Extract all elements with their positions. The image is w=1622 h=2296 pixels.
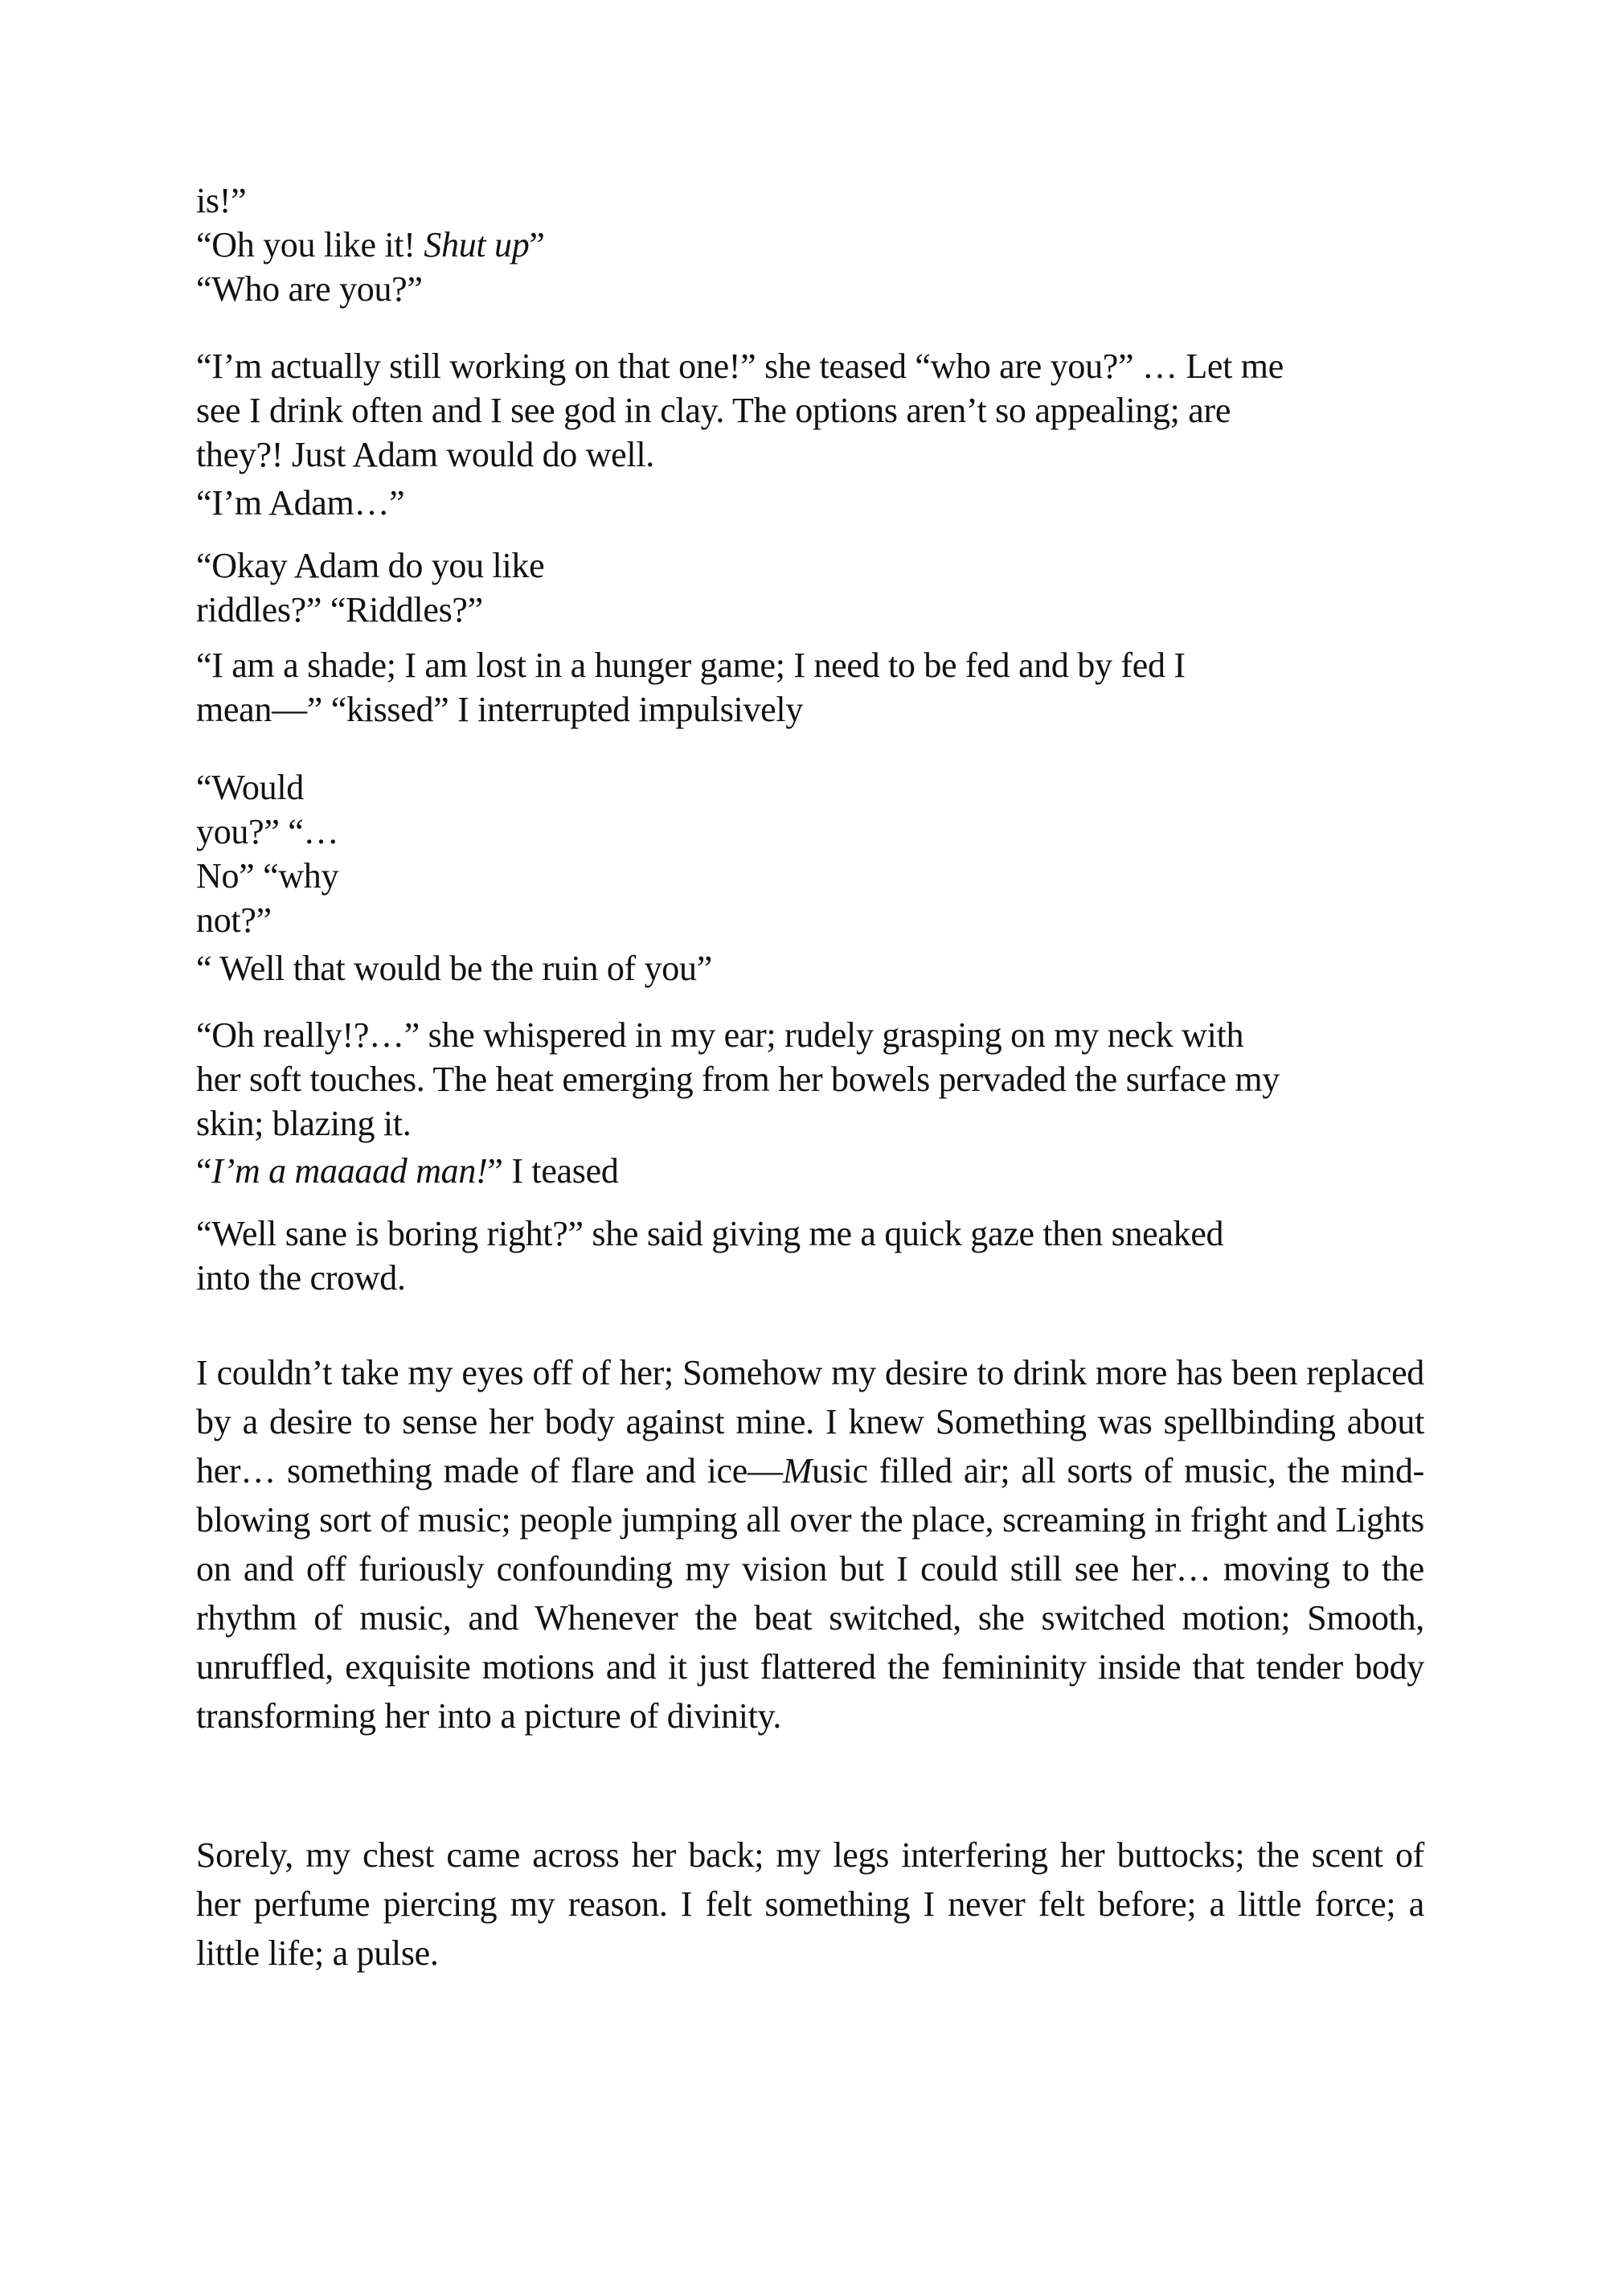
text-line: into the crowd. xyxy=(196,1258,406,1298)
text-span: is!” xyxy=(196,181,247,220)
text-span: “Who are you?” xyxy=(196,269,423,309)
italic-text-span: M xyxy=(782,1451,813,1490)
text-line: skin; blazing it. xyxy=(196,1104,412,1143)
text-span: ” I teased xyxy=(487,1151,619,1191)
text-line xyxy=(196,481,404,525)
text-line: they?! Just Adam would do well. xyxy=(196,435,654,474)
text-span: usic filled air; all sorts of music, the mind-blowing sort of music; people jumping all over the place, screaming in fright and Lights on and off furiously confounding my vision but I could still see her… moving to the rhythm of music, and Whenever the beat switched, she switched motion; Smooth, unruffled, exquisite motions and it just flattered the femininity inside that tender body transforming her into a picture of divinity. xyxy=(196,1451,1425,1736)
text-line: “Would xyxy=(196,768,304,807)
text-line: see I drink often and I see god in clay. The options aren’t so appealing; are xyxy=(196,391,1231,430)
text-line: “I’m actually still working on that one!” she teased “who are you?” … Let me xyxy=(196,346,1284,386)
text-line xyxy=(196,178,246,223)
text-span: “I’m Adam…” xyxy=(196,483,405,523)
dialog-paragraph xyxy=(196,765,1424,942)
text-line xyxy=(196,946,712,990)
text-line: “Okay Adam do you like xyxy=(196,546,545,585)
text-line xyxy=(196,1149,619,1193)
dialog-paragraph xyxy=(196,543,1424,632)
italic-text-span: I’m a maaaad man! xyxy=(211,1151,488,1191)
body-paragraph xyxy=(196,1348,1424,1740)
text-span: “ Well that would be the ruin of you” xyxy=(196,949,712,988)
text-line: “Oh really!?…” she whispered in my ear; rudely grasping on my neck with xyxy=(196,1015,1244,1055)
dialog-paragraph xyxy=(196,1013,1424,1146)
text-line: not?” xyxy=(196,900,272,940)
text-span: ” xyxy=(529,225,545,264)
text-line: mean—” “kissed” I interrupted impulsively xyxy=(196,690,804,729)
text-span: “Oh you like it! xyxy=(196,225,424,264)
text-line xyxy=(196,223,545,267)
text-line: “Well sane is boring right?” she said giving me a quick gaze then sneaked xyxy=(196,1214,1224,1253)
text-span: I couldn’t take my eyes off of her; Somehow my desire to drink more has been replaced by a desire to sense her body against mine. I knew Something was spellbinding about her… something made of flare and ice— xyxy=(196,1353,1424,1490)
text-line: you?” “… xyxy=(196,812,339,851)
text-line: riddles?” “Riddles?” xyxy=(196,590,483,629)
text-line: No” “why xyxy=(196,856,339,896)
text-line: her soft touches. The heat emerging from her bowels pervaded the surface my xyxy=(196,1060,1280,1099)
dialog-paragraph xyxy=(196,1212,1424,1300)
dialog-paragraph xyxy=(196,643,1424,732)
text-line: “I am a shade; I am lost in a hunger game; I need to be fed and by fed I xyxy=(196,646,1186,685)
text-span: “ xyxy=(196,1151,212,1191)
text-line xyxy=(196,267,423,311)
italic-text-span: Shut up xyxy=(424,225,530,264)
dialog-paragraph xyxy=(196,344,1424,477)
text-span: Sorely, my chest came across her back; my legs interfering her buttocks; the scent of her perfume piercing my reason. I felt something I never felt before; a little force; a little life; a pulse. xyxy=(196,1835,1424,1973)
body-paragraph xyxy=(196,1831,1424,1978)
